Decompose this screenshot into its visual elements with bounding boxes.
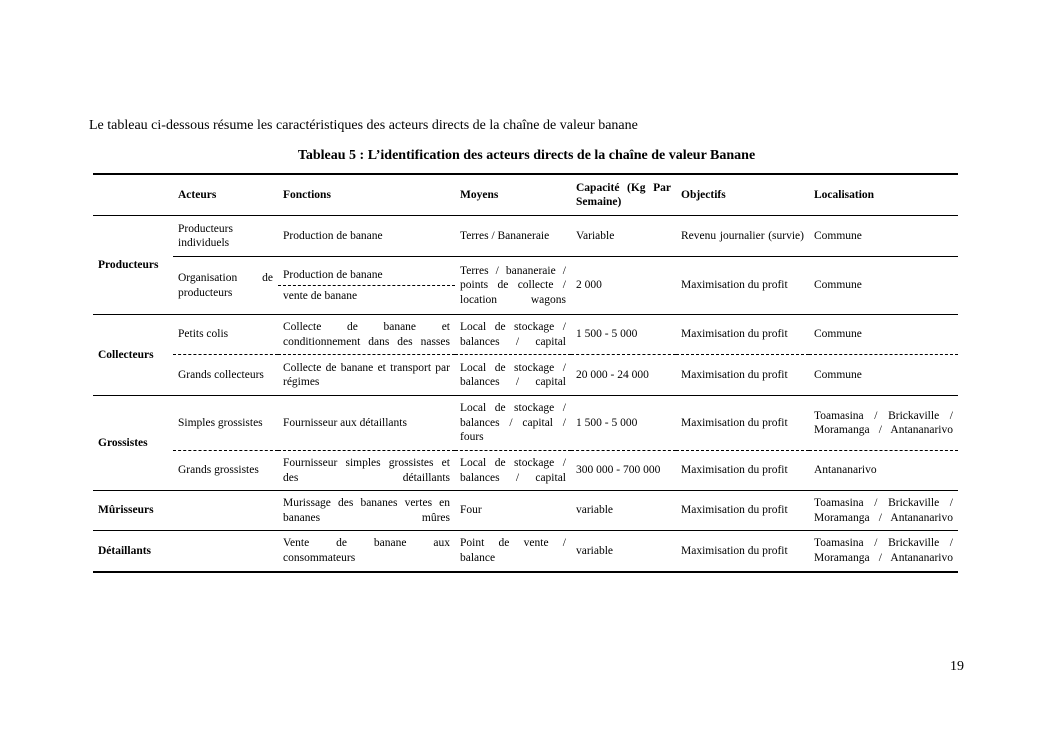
cell-localisation: Commune: [814, 229, 862, 242]
cell-fonction-text: Collecte de banane et conditionnement dans des nasses: [283, 321, 450, 348]
cell-moyens-text: Local de stockage / balances / capital / fours: [460, 402, 566, 444]
cell-capacite: 300 000 - 700 000: [571, 451, 676, 491]
table-header-row: [93, 174, 958, 216]
dashed-divider: [278, 285, 455, 286]
cell-moyens: [455, 355, 571, 396]
cell-fonction: [278, 531, 455, 572]
cell-localisation-text: Toamasina / Brickaville / Moramanga / Antananarivo: [814, 409, 953, 436]
cell-moyens: [455, 315, 571, 355]
cell-fonction-text: Collecte de banane et transport par régimes: [283, 361, 450, 388]
cell-objectif: [676, 216, 809, 257]
cell-objectif: Maximisation du profit: [676, 315, 809, 355]
group-producteurs: Producteurs: [98, 258, 159, 271]
cell-localisation: Commune: [809, 315, 958, 355]
cell-localisation: [809, 531, 958, 572]
header-empty: [93, 174, 173, 216]
cell-moyens-text: Local de stockage / balances / capital: [460, 321, 566, 348]
cell-capacite: variable: [571, 491, 676, 531]
group-grossistes: Grossistes: [93, 396, 173, 491]
cell-moyens: [455, 257, 571, 315]
cell-fonction: Production de banane: [283, 229, 383, 242]
group-murisseurs: Mûrisseurs: [93, 491, 173, 531]
intro-paragraph: Le tableau ci-dessous résume les caractéristiques des acteurs directs de la chaîne de valeur banane: [89, 118, 638, 133]
table-row: [93, 531, 958, 572]
cell-acteur: Grands grossistes: [173, 451, 278, 491]
cell-fonction: [278, 315, 455, 355]
cell-moyens: Four: [455, 491, 571, 531]
cell-objectif: Maximisation du profit: [676, 257, 809, 315]
cell-objectif: Maximisation du profit: [676, 531, 809, 572]
cell-objectif: Maximisation du profit: [676, 396, 809, 451]
cell-acteur: Simples grossistes: [173, 396, 278, 451]
cell-localisation: [809, 491, 958, 531]
cell-moyens-text: Terres / bananeraie / points de collecte / location wagons: [460, 264, 566, 306]
header-moyens: Moyens: [455, 174, 571, 216]
cell-acteur: Producteurs individuels: [178, 222, 233, 249]
cell-acteur: [173, 257, 278, 315]
table-row: [93, 396, 958, 451]
cell-moyens-text: Local de stockage / balances / capital: [460, 457, 566, 484]
cell-fonction-line1: Production de banane: [283, 268, 383, 281]
cell-localisation-text: Toamasina / Brickaville / Moramanga / Antananarivo: [814, 497, 953, 524]
cell-acteur: Petits colis: [173, 315, 278, 355]
cell-capacite: variable: [571, 531, 676, 572]
cell-localisation: Commune: [809, 257, 958, 315]
table-row: [93, 355, 958, 396]
table-caption-text: Tableau 5 : L’identification des acteurs directs de la chaîne de valeur Banane: [297, 148, 756, 163]
cell-localisation: Commune: [809, 355, 958, 396]
cell-fonction: [278, 355, 455, 396]
cell-capacite: 1 500 - 5 000: [571, 315, 676, 355]
header-acteurs: Acteurs: [173, 174, 278, 216]
cell-localisation: [809, 396, 958, 451]
cell-acteur: Grands collecteurs: [173, 355, 278, 396]
cell-fonction: [278, 257, 455, 315]
cell-objectif: Maximisation du profit: [676, 491, 809, 531]
actors-table: [93, 173, 958, 573]
cell-fonction-line2: vente de banane: [283, 290, 358, 302]
page-number: 19: [950, 659, 964, 674]
header-capacite-text: Capacité (Kg Par Semaine): [576, 181, 671, 208]
table-caption: [0, 148, 1053, 164]
cell-moyens: [455, 396, 571, 451]
cell-capacite: 2 000: [571, 257, 676, 315]
cell-capacite: 20 000 - 24 000: [571, 355, 676, 396]
cell-fonction-text: Vente de banane aux consommateurs: [283, 537, 450, 564]
header-objectifs: Objectifs: [676, 174, 809, 216]
table-row: [93, 451, 958, 491]
cell-moyens: Terres / Bananeraie: [460, 229, 550, 242]
cell-moyens-text: Local de stockage / balances / capital: [460, 361, 566, 388]
table-row: [93, 315, 958, 355]
cell-fonction: [278, 451, 455, 491]
cell-fonction: [278, 491, 455, 531]
cell-capacite: Variable: [576, 229, 615, 242]
table-row: [93, 216, 958, 257]
table-row: [93, 257, 958, 315]
header-fonctions: Fonctions: [278, 174, 455, 216]
cell-acteur: [173, 531, 278, 572]
cell-moyens: [455, 531, 571, 572]
cell-objectif-text: Revenu journalier (survie): [681, 229, 804, 242]
cell-fonction: Fournisseur aux détaillants: [278, 396, 455, 451]
header-localisation: Localisation: [809, 174, 958, 216]
cell-localisation-text: Toamasina / Brickaville / Moramanga / Antananarivo: [814, 537, 953, 564]
cell-fonction-text: Murissage des bananes vertes en bananes mûres: [283, 497, 450, 524]
cell-objectif: Maximisation du profit: [676, 451, 809, 491]
cell-capacite: 1 500 - 5 000: [571, 396, 676, 451]
cell-objectif: Maximisation du profit: [676, 355, 809, 396]
cell-localisation: Antananarivo: [809, 451, 958, 491]
cell-fonction-text: Fournisseur simples grossistes et des détaillants: [283, 457, 450, 484]
cell-acteur: [173, 491, 278, 531]
group-collecteurs: Collecteurs: [93, 315, 173, 396]
cell-moyens: [455, 451, 571, 491]
table-row: [93, 491, 958, 531]
cell-acteur-text: Organisation de producteurs: [178, 272, 273, 299]
cell-moyens-text: Point de vente / balance: [460, 537, 566, 564]
header-capacite: [571, 174, 676, 216]
group-detaillants: Détaillants: [93, 531, 173, 572]
